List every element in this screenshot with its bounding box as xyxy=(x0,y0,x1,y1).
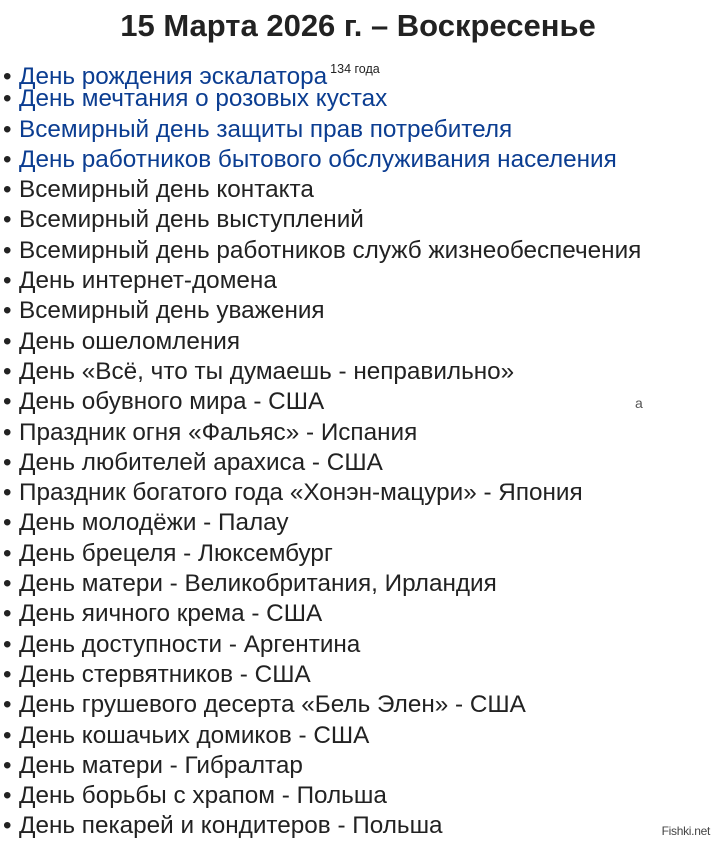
list-item[interactable] xyxy=(3,54,641,90)
holiday-text: Праздник огня «Фальяс» - Испания xyxy=(19,418,418,446)
list-item xyxy=(3,539,641,569)
holiday-text: День интернет-домена xyxy=(19,267,277,295)
bullet-icon: • xyxy=(3,327,12,355)
list-item xyxy=(3,327,641,357)
holiday-link[interactable]: День мечтания о розовых кустах xyxy=(19,85,388,113)
bullet-icon: • xyxy=(3,63,12,90)
list-item xyxy=(3,357,641,387)
list-item xyxy=(3,387,641,417)
list-item[interactable] xyxy=(3,115,641,145)
list-item xyxy=(3,236,641,266)
bullet-icon: • xyxy=(3,448,12,476)
watermark-logo: Fishki.net xyxy=(661,824,710,838)
holiday-text: День матери - Гибралтар xyxy=(19,751,303,779)
bullet-icon: • xyxy=(3,812,12,840)
bullet-icon: • xyxy=(3,721,12,749)
list-item xyxy=(3,175,641,205)
list-item xyxy=(3,781,641,811)
bullet-icon: • xyxy=(3,115,12,143)
bullet-icon: • xyxy=(3,267,12,295)
bullet-icon: • xyxy=(3,388,12,416)
holiday-text: День стервятников - США xyxy=(19,660,311,688)
bullet-icon: • xyxy=(3,418,12,446)
holiday-link[interactable]: День рождения эскалатора xyxy=(19,63,328,90)
holiday-text: Всемирный день работников служб жизнеобеспечения xyxy=(19,236,642,264)
holiday-text: День обувного мира - США xyxy=(19,388,325,416)
holiday-text: День «Всё, что ты думаешь - неправильно» xyxy=(19,357,515,385)
holiday-text: Праздник богатого года «Хонэн-мацури» - Япония xyxy=(19,479,583,507)
holiday-text: День любителей арахиса - США xyxy=(19,448,383,476)
list-item xyxy=(3,811,641,841)
holiday-text: Всемирный день уважения xyxy=(19,297,325,325)
bullet-icon: • xyxy=(3,782,12,810)
list-item xyxy=(3,296,641,326)
holiday-text: День пекарей и кондитеров - Польша xyxy=(19,812,443,840)
bullet-icon: • xyxy=(3,236,12,264)
list-item xyxy=(3,508,641,538)
list-item[interactable] xyxy=(3,145,641,175)
bullet-icon: • xyxy=(3,85,12,113)
bullet-icon: • xyxy=(3,509,12,537)
holiday-text: День молодёжи - Палау xyxy=(19,509,289,537)
bullet-icon: • xyxy=(3,297,12,325)
holiday-list xyxy=(3,54,641,842)
list-item xyxy=(3,599,641,629)
bullet-icon: • xyxy=(3,176,12,204)
list-item xyxy=(3,418,641,448)
list-item xyxy=(3,690,641,720)
list-item xyxy=(3,205,641,235)
list-item[interactable] xyxy=(3,84,641,114)
holiday-text: День ошеломления xyxy=(19,327,241,355)
list-item xyxy=(3,751,641,781)
holiday-text: Всемирный день выступлений xyxy=(19,206,364,234)
list-item xyxy=(3,721,641,751)
holiday-text: День борьбы с храпом - Польша xyxy=(19,782,387,810)
page-title: 15 Марта 2026 г. – Воскресенье xyxy=(120,8,596,43)
list-item xyxy=(3,660,641,690)
holiday-text: День матери - Великобритания, Ирландия xyxy=(19,570,497,598)
list-item xyxy=(3,569,641,599)
age-superscript: 134 года xyxy=(330,62,380,76)
bullet-icon: • xyxy=(3,751,12,779)
bullet-icon: • xyxy=(3,630,12,658)
bullet-icon: • xyxy=(3,691,12,719)
bullet-icon: • xyxy=(3,660,12,688)
bullet-icon: • xyxy=(3,206,12,234)
bullet-icon: • xyxy=(3,479,12,507)
list-item xyxy=(3,478,641,508)
holiday-text: День доступности - Аргентина xyxy=(19,630,361,658)
bullet-icon: • xyxy=(3,145,12,173)
holiday-text: День грушевого десерта «Бель Элен» - США xyxy=(19,691,526,719)
holiday-text: День брецеля - Люксембург xyxy=(19,539,333,567)
stray-mark: a xyxy=(635,395,643,411)
holiday-text: День кошачьих домиков - США xyxy=(19,721,370,749)
holiday-link[interactable]: Всемирный день защиты прав потребителя xyxy=(19,115,513,143)
holiday-text: Всемирный день контакта xyxy=(19,176,314,204)
holiday-link[interactable]: День работников бытового обслуживания населения xyxy=(19,145,617,173)
bullet-icon: • xyxy=(3,600,12,628)
list-item xyxy=(3,630,641,660)
list-item xyxy=(3,266,641,296)
bullet-icon: • xyxy=(3,570,12,598)
bullet-icon: • xyxy=(3,539,12,567)
bullet-icon: • xyxy=(3,357,12,385)
holiday-text: День яичного крема - США xyxy=(19,600,323,628)
list-item xyxy=(3,448,641,478)
